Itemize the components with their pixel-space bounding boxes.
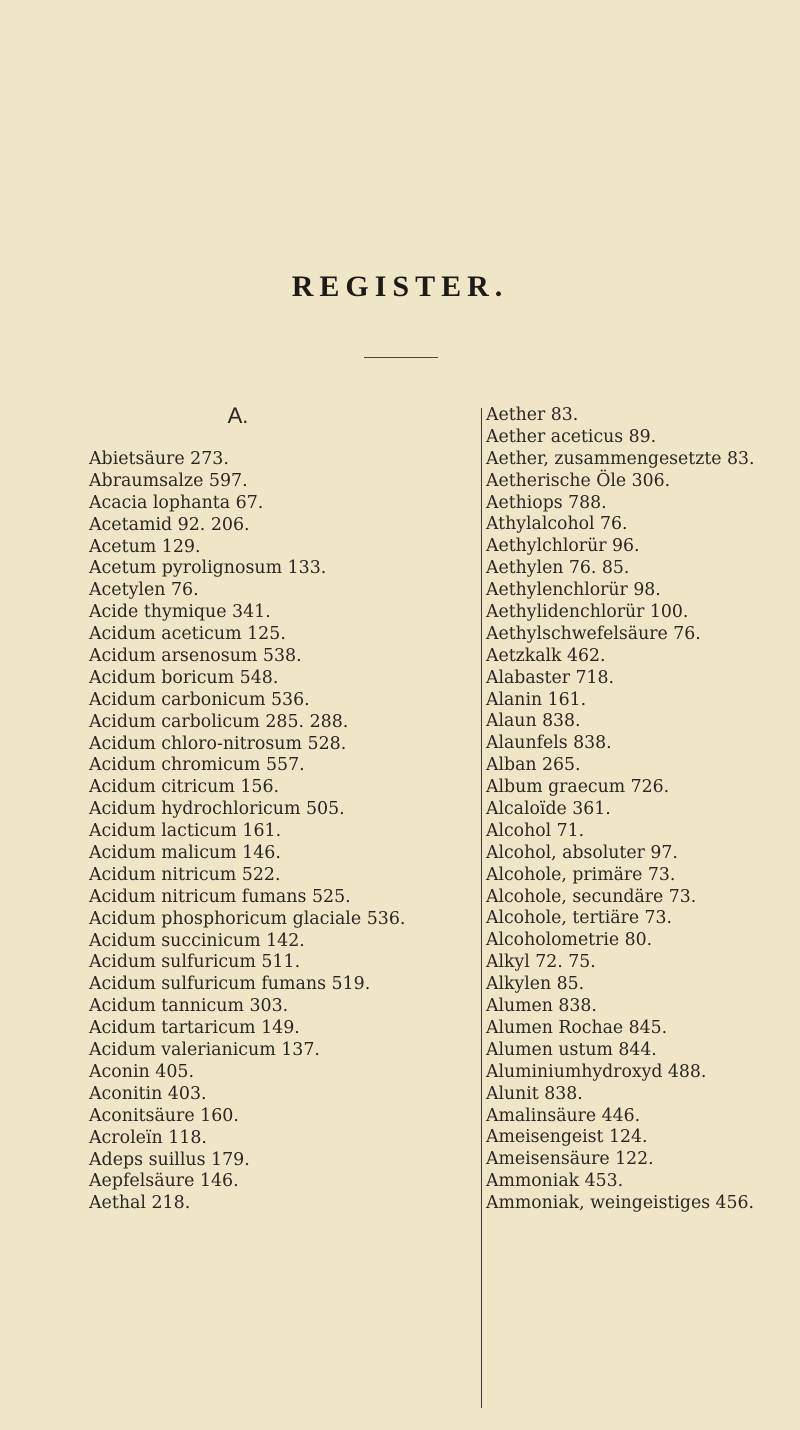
- index-entry: Alabaster 718.: [486, 667, 614, 688]
- index-column-right: [486, 405, 791, 1215]
- index-column-left: [89, 449, 474, 1215]
- index-entry: Aethiops 788.: [486, 492, 607, 513]
- index-entry: Acidum carbolicum 285. 288.: [89, 711, 349, 732]
- index-entry: Ammoniak, weingeistiges 456.: [486, 1193, 755, 1214]
- index-entry: Acidum tannicum 303.: [89, 996, 289, 1017]
- index-entry: Abietsäure 273.: [89, 449, 229, 469]
- index-entry: Acide thymique 341.: [89, 602, 271, 623]
- index-entry: Alkyl 72. 75.: [486, 952, 596, 973]
- index-entry: Alumen ustum 844.: [486, 1039, 657, 1060]
- index-entry: Ameisengeist 124.: [486, 1127, 648, 1148]
- index-entry: Acidum valerianicum 137.: [89, 1040, 320, 1061]
- index-entry: Aetzkalk 462.: [486, 645, 606, 666]
- index-entry: Acidum boricum 548.: [89, 667, 279, 688]
- index-entry: Aether 83.: [486, 405, 579, 425]
- index-entry: Acidum tartaricum 149.: [89, 1018, 300, 1039]
- index-entry: Alcohole, primäre 73.: [486, 864, 676, 885]
- index-entry: Acidum lacticum 161.: [89, 821, 282, 842]
- index-entry: Acidum chromicum 557.: [89, 755, 305, 776]
- index-entry: Aluminiumhydroxyd 488.: [486, 1061, 707, 1082]
- index-entry: Alumen 838.: [486, 996, 597, 1017]
- title-rule: [364, 357, 438, 358]
- index-entry: Alcaloïde 361.: [486, 799, 611, 820]
- index-entry: Acidum sulfuricum fumans 519.: [89, 974, 371, 995]
- index-entry: Acidum succinicum 142.: [89, 930, 305, 951]
- index-entry: Acidum hydrochloricum 505.: [89, 799, 345, 820]
- index-entry: Alcoholometrie 80.: [486, 930, 653, 951]
- index-entry: Alaunfels 838.: [486, 733, 612, 754]
- index-entry: Acidum citricum 156.: [89, 777, 280, 798]
- index-entry: Aethylen 76. 85.: [486, 558, 630, 579]
- index-entry: Alaun 838.: [486, 711, 581, 732]
- index-entry: Amalinsäure 446.: [486, 1105, 641, 1126]
- index-entry: Aetherische Öle 306.: [486, 470, 671, 491]
- index-entry: Aethylidenchlorür 100.: [486, 602, 689, 623]
- index-entry: Acidum chloro-nitrosum 528.: [89, 733, 347, 754]
- index-entry: Athylalcohol 76.: [486, 514, 628, 535]
- index-entry: Alban 265.: [486, 755, 581, 776]
- index-entry: Alcohole, secundäre 73.: [486, 886, 697, 907]
- index-entry: Ammoniak 453.: [486, 1171, 624, 1192]
- index-entry: Aether, zusammengesetzte 83.: [486, 448, 755, 469]
- index-entry: Acidum malicum 146.: [89, 843, 281, 864]
- index-entry: Alanin 161.: [486, 689, 587, 710]
- index-entry: Acroleïn 118.: [89, 1127, 207, 1148]
- index-entry: Acidum carbonicum 536.: [89, 689, 310, 710]
- index-entry: Aethylchlorür 96.: [486, 536, 640, 557]
- index-entry: Acidum nitricum fumans 525.: [89, 886, 351, 907]
- index-entry: Alunit 838.: [486, 1083, 583, 1104]
- index-entry: Aethylenchlorür 98.: [486, 580, 661, 601]
- index-entry: Acidum arsenosum 538.: [89, 646, 302, 667]
- index-entry: Aethal 218.: [89, 1193, 191, 1214]
- index-entry: Ameisensäure 122.: [486, 1149, 654, 1170]
- index-entry: Acidum sulfuricum 511.: [89, 952, 301, 973]
- index-entry: Aconitsäure 160.: [89, 1105, 239, 1126]
- index-entry: Aconin 405.: [89, 1061, 194, 1082]
- index-entry: Aepfelsäure 146.: [89, 1171, 239, 1192]
- index-entry: Acidum nitricum 522.: [89, 864, 281, 885]
- index-entry: Aethylschwefelsäure 76.: [486, 623, 701, 644]
- index-entry: Aether aceticus 89.: [486, 426, 657, 447]
- index-entry: Album graecum 726.: [486, 777, 670, 798]
- index-entry: Acetum 129.: [89, 536, 201, 557]
- index-entry: Abraumsalze 597.: [89, 470, 248, 491]
- index-entry: Alcohole, tertiäre 73.: [486, 908, 673, 929]
- index-entry: Aconitin 403.: [89, 1083, 207, 1104]
- index-entry: Acidum phosphoricum glaciale 536.: [89, 908, 406, 929]
- column-divider: [481, 408, 482, 1408]
- index-entry: Alkylen 85.: [486, 974, 585, 995]
- section-letter: A.: [227, 403, 249, 428]
- index-entry: Alcohol 71.: [486, 820, 585, 841]
- index-entry: Acetylen 76.: [89, 580, 199, 601]
- index-entry: Adeps suillus 179.: [89, 1149, 250, 1170]
- index-entry: Acidum aceticum 125.: [89, 624, 286, 645]
- index-entry: Alumen Rochae 845.: [486, 1017, 668, 1038]
- index-entry: Alcohol, absoluter 97.: [486, 842, 678, 863]
- index-entry: Acetum pyrolignosum 133.: [89, 558, 327, 579]
- index-entry: Acacia lophanta 67.: [89, 492, 264, 513]
- index-entry: Acetamid 92. 206.: [89, 514, 250, 535]
- page-title: REGISTER.: [291, 270, 509, 303]
